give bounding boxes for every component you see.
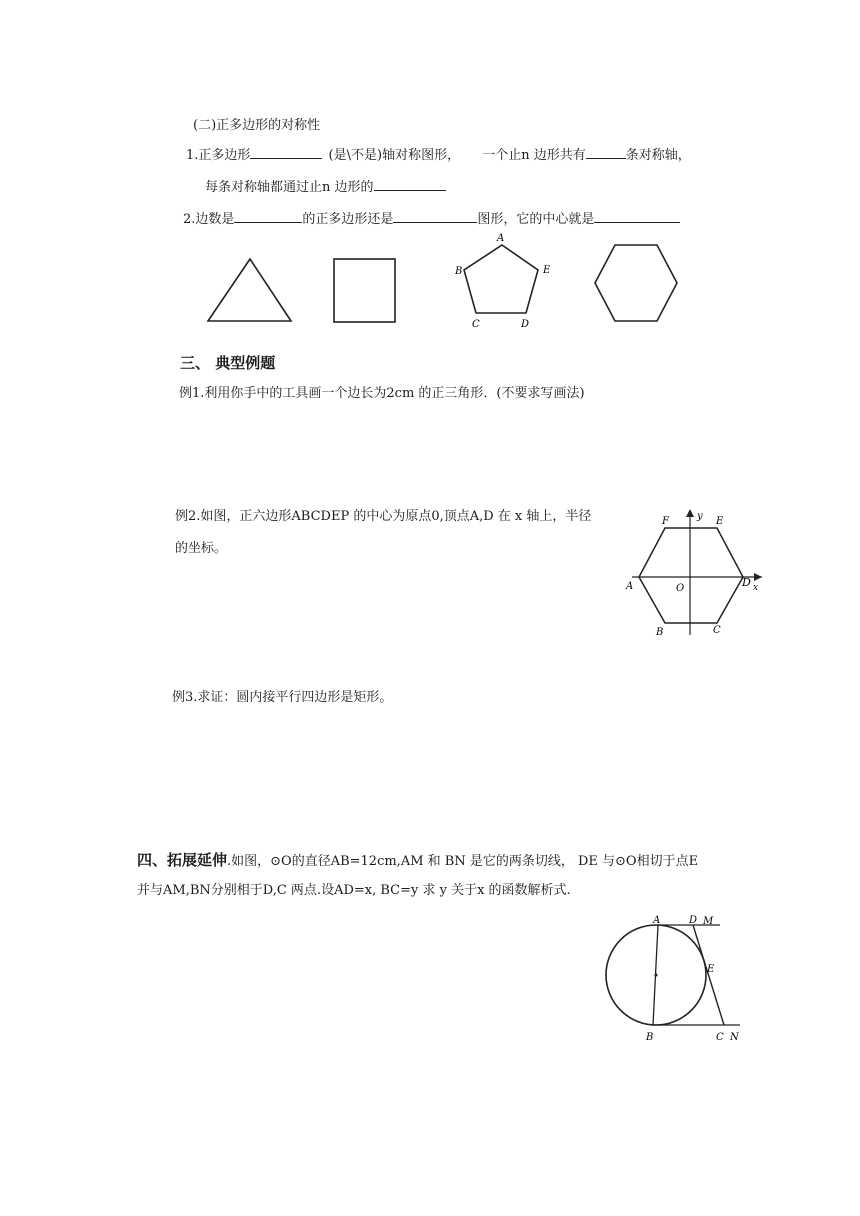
q2-text-3: 图形，它的中心就是 [477,212,595,227]
hex-label-o: O [676,583,685,594]
example-2-line-1: 例2.如图，正六边形ABCDEP 的中心为原点0,顶点A,D 在 x 轴上，半径 [175,509,592,524]
q2-text-2: 的正多边形还是 [302,212,394,227]
square-shape [334,259,395,322]
hex-label-f: F [662,516,669,527]
tangent-circle-figure [600,914,760,1054]
q1-blank-2 [586,145,626,159]
hexagon-coordinate-figure [622,505,772,645]
q1-blank-1 [250,145,322,159]
q2-text-1: 2.边数是 [183,212,235,227]
q1-text-3: 一个止n 边形共有 [482,148,586,163]
pentagon-label-e: E [543,265,551,276]
hex-label-a: A [626,581,634,592]
question-2 [183,209,680,228]
center-point [655,974,658,977]
q2-blank-3 [594,209,680,223]
section-4-heading: 四、拓展延伸 [137,851,228,869]
example-3: 例3.求证：圆内接平行四边形是矩形。 [172,690,393,705]
pentagon-label-a: A [497,233,505,244]
example-2-line-2: 的坐标。 [175,541,228,556]
question-1-line-2 [205,177,446,196]
hex-label-c: C [713,625,721,636]
triangle-shape [208,259,291,321]
circle-label-c: C [716,1032,724,1043]
tangent-de [693,925,724,1025]
section-title: (二)正多边形的对称性 [193,118,321,133]
circle-label-a: A [653,915,661,926]
pentagon-label-d: D [521,319,530,330]
coordinate-hexagon [639,528,743,623]
pentagon-shape [464,245,538,313]
q1-text-1: 1.正多边形 [186,148,251,163]
hex-label-b: B [656,627,664,638]
hexagon-shape [595,245,677,321]
circle-label-b: B [646,1032,654,1043]
section-4-line-2: 并与AM,BN分别相于D,C 两点.设AD=x, BC=y 求 y 关于x 的函数解析式. [137,883,571,898]
q2-blank-1 [234,209,302,223]
q1-text-4: 条对称轴， [625,148,691,163]
section-4-line-1 [137,852,698,870]
section-4-text-1: .如图，⊙O的直径AB=12cm,AM 和 BN 是它的两条切线， DE 与⊙O相切于点E [227,854,699,869]
circle-label-n: N [730,1032,739,1043]
q2-blank-2 [393,209,477,223]
circle-label-m: M [703,916,714,927]
hex-label-d: D [742,576,751,589]
circle-label-d: D [689,915,698,926]
circle-label-e: E [707,964,715,975]
pentagon-label-b: B [455,266,463,277]
section-3-heading: 三、 典型例题 [180,354,276,372]
q1-text-2: (是\不是)轴对称图形， [328,148,461,163]
regular-polygons-figure [0,228,860,338]
hex-label-e: E [716,516,724,527]
q1-blank-3 [374,177,446,191]
x-axis-arrow [754,573,762,581]
hex-label-x: x [753,583,759,593]
pentagon-label-c: C [472,319,480,330]
y-axis-arrow [686,509,694,517]
example-1: 例1.利用你手中的工具画一个边长为2cm 的正三角形．(不要求写画法) [179,386,585,401]
hex-label-y: y [697,511,703,522]
q1-line2-text: 每条对称轴都通过止n 边形的 [205,180,374,195]
question-1-line-1 [186,145,691,164]
